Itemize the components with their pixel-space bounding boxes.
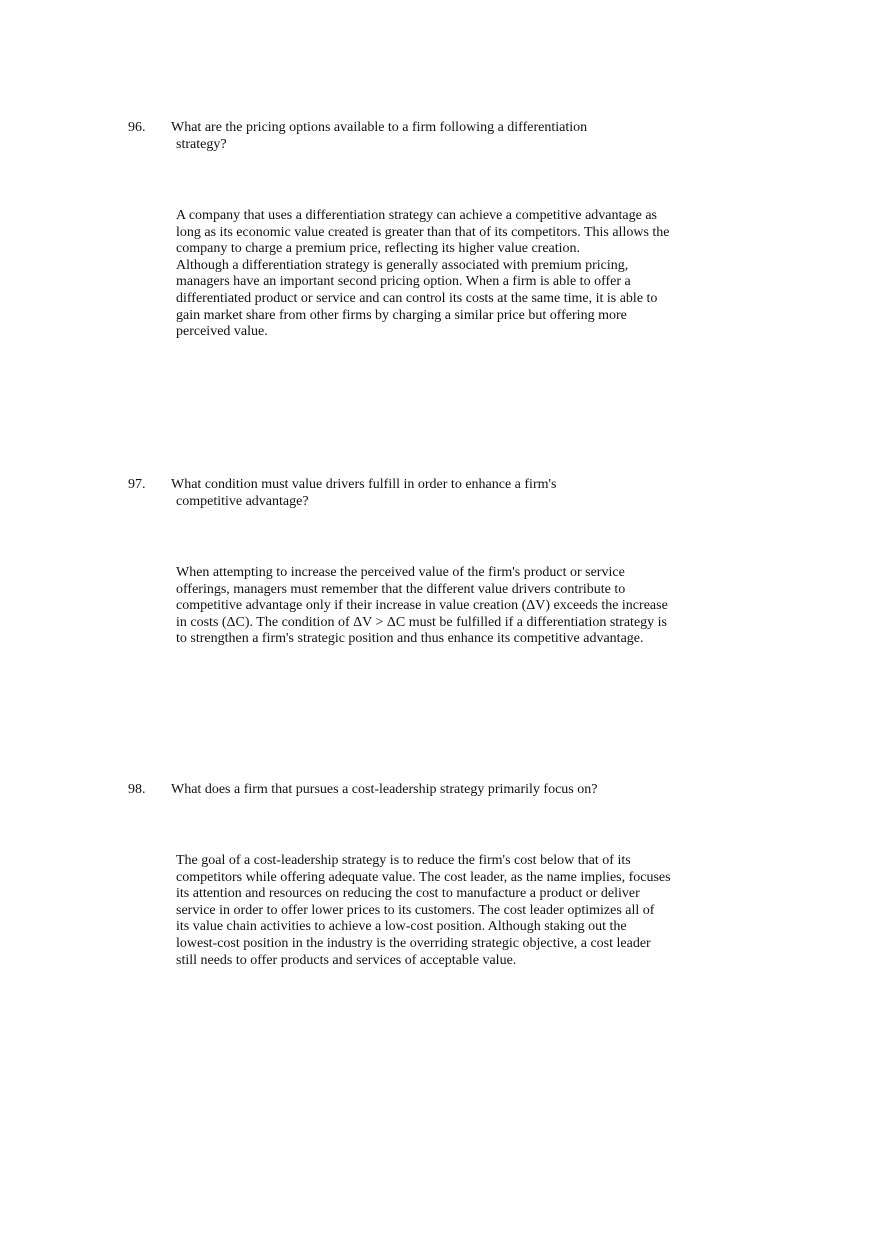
answer-paragraph: Although a differentiation strategy is generally associated with premium pricing, managers have an important second pricing option. When a firm is able to offer a differentiated product or service and can control its costs at the same time, it is able to gain market share from other firms by charging a similar price but offering more perceived value. <box>176 257 658 340</box>
question-96 <box>128 120 648 153</box>
question-text: What condition must value drivers fulfill in order to enhance a firm's competitive advantage? <box>171 477 557 509</box>
question-98 <box>128 782 648 799</box>
answer-paragraph: When attempting to increase the perceived value of the firm's product or service offerings, managers must remember that the different value drivers contribute to competitive advantage only if their increase in value creation (ΔV) exceeds the increase in costs (ΔC). The condition of ΔV > ΔC must be fulfilled if a differentiation strategy is to strengthen a firm's strategic position and thus enhance its competitive advantage. <box>176 565 668 647</box>
question-text: What are the pricing options available to a firm following a differentiation strategy? <box>171 120 588 152</box>
question-text: What does a firm that pursues a cost-leadership strategy primarily focus on? <box>171 782 598 797</box>
answer-paragraph: The goal of a cost-leadership strategy is to reduce the firm's cost below that of its competitors while offering adequate value. The cost leader, as the name implies, focuses its attention and resources on reducing the cost to manufacture a product or deliver service in order to offer lower prices to its customers. The cost leader optimizes all of its value chain activities to achieve a low-cost position. Although staking out the lowest-cost position in the industry is the overriding strategic objective, a cost leader still needs to offer products and services of acceptable value. <box>176 853 671 968</box>
answer-paragraph: A company that uses a differentiation strategy can achieve a competitive advantage as long as its economic value created is greater than that of its competitors. This allows the company to charge a premium price, reflecting its higher value creation. <box>176 208 670 257</box>
answer-98 <box>176 853 671 969</box>
question-number: 96. <box>128 120 146 135</box>
question-97 <box>128 477 648 510</box>
answer-96 <box>176 208 671 341</box>
answer-97 <box>176 565 671 648</box>
question-number: 97. <box>128 477 146 492</box>
question-number: 98. <box>128 782 146 797</box>
